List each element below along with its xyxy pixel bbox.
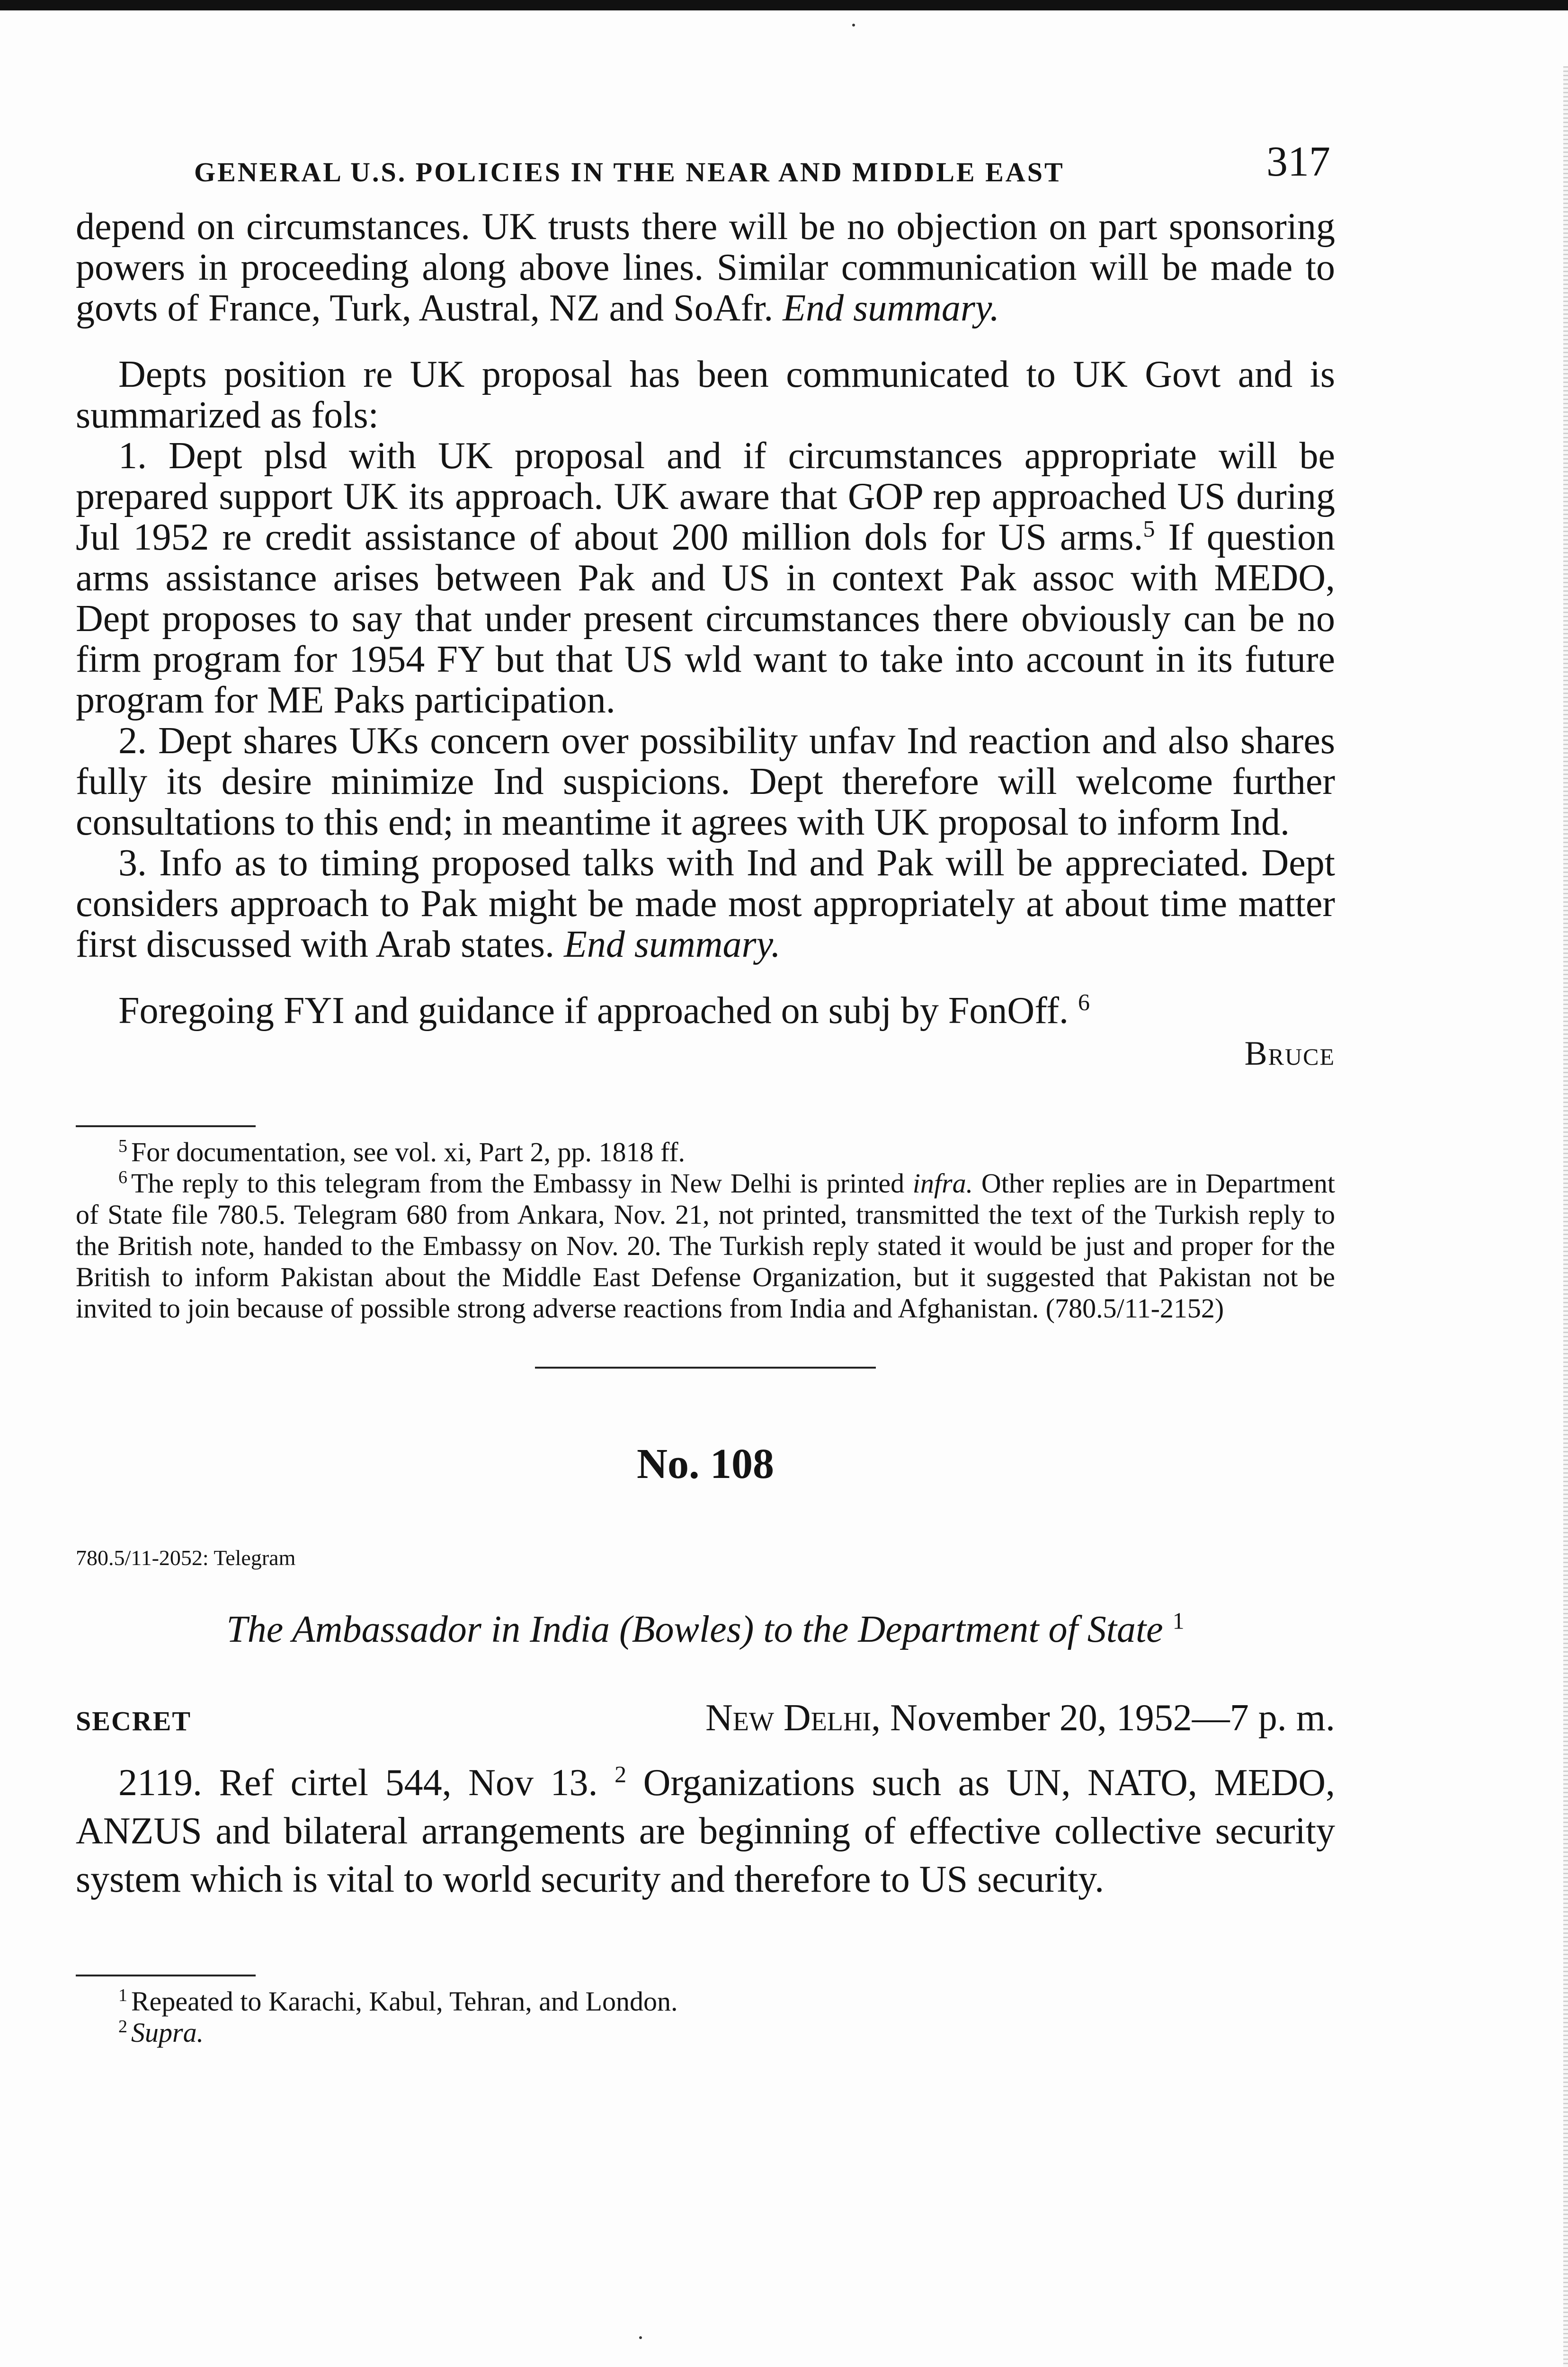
telegram-body-text: 2119. Ref cirtel 544, Nov 13. bbox=[118, 1762, 598, 1804]
footnote-6-text: The reply to this telegram from the Embassy in New Delhi is printed bbox=[131, 1168, 913, 1199]
footnote-2-text: Supra. bbox=[131, 2017, 204, 2048]
document-title-text: The Ambassador in India (Bowles) to the Department of State bbox=[226, 1609, 1163, 1650]
footnote-rule bbox=[76, 1125, 256, 1127]
footnote-1 bbox=[76, 1986, 1335, 2017]
footnote-ref-1: 1 bbox=[1172, 1607, 1185, 1634]
running-head-title: GENERAL U.S. POLICIES IN THE NEAR AND MIDDLE EAST bbox=[194, 157, 1065, 187]
closing-text: Foregoing FYI and guidance if approached on subj by FonOff. bbox=[118, 990, 1069, 1032]
footnote-6 bbox=[76, 1168, 1335, 1324]
running-head bbox=[76, 137, 1335, 189]
footnote-ref-2: 2 bbox=[615, 1761, 627, 1788]
footnote-ref-5: 5 bbox=[1143, 515, 1155, 542]
telegram-body-paragraph bbox=[76, 1759, 1335, 1904]
classification-label: SECRET bbox=[76, 1706, 192, 1736]
section-divider bbox=[535, 1367, 876, 1369]
footnote-6-text-cont: Other replies are in Department of State file 780.5. Telegram 680 from Ankara, Nov. 21, not printed, transmitted the text of the Turkish reply to the British note, handed to the Embassy on Nov. 20. The Turkish reply stated it would be just and proper for the British to inform Pakistan about the Middle East Defense Organization, but it suggested that Pakistan not be invited to join because of possible strong adverse reactions from India and Afghanistan. (780.5/11-2152) bbox=[76, 1168, 1335, 1324]
footnote-2-mark: 2 bbox=[118, 2016, 127, 2037]
dateline-place: New Delhi, bbox=[705, 1697, 881, 1739]
signature: Bruce bbox=[1244, 1034, 1335, 1072]
page-number: 317 bbox=[1266, 138, 1330, 185]
footnote-1-text: Repeated to Karachi, Kabul, Tehran, and London. bbox=[131, 1986, 678, 2017]
dateline-text bbox=[705, 1697, 1335, 1740]
telegram-body-text-cont: Organizations such as UN, NATO, MEDO, ANZUS and bilateral arrangements are beginning of effective collective security system which is vital to world security and therefore to US security. bbox=[76, 1762, 1336, 1900]
point-1-text: 1. Dept plsd with UK proposal and if circumstances appropriate will be prepared support UK its approach. UK aware that GOP rep approached US during Jul 1952 re credit assistance of about 200 million dols for US arms. bbox=[76, 435, 1335, 558]
footnote-5 bbox=[76, 1137, 1335, 1168]
page-column bbox=[76, 137, 1335, 2048]
file-reference: 780.5/11-2052: Telegram bbox=[76, 1546, 296, 1570]
point-1-text-cont: If question arms assistance arises between Pak and US in context Pak assoc with MEDO, Dept proposes to say that under present circumstances there obviously can be no firm program for 1954 FY but that US wld want to take into account in its future program for ME Paks participation. bbox=[76, 516, 1335, 721]
continuation-text: depend on circumstances. UK trusts there will be no objection on part sponsoring powers in proceeding along above lines. Similar communication will be made to govts of France, Turk, Austral, NZ and SoAfr. bbox=[76, 206, 1335, 329]
top-edge-rule bbox=[0, 0, 1568, 10]
end-summary-label-2: End summary. bbox=[563, 924, 781, 965]
footnote-6-mark: 6 bbox=[118, 1167, 127, 1187]
footnote-ref-6: 6 bbox=[1078, 988, 1090, 1015]
dateline-date: November 20, 1952—7 p. m. bbox=[890, 1697, 1335, 1739]
footnote-rule-2 bbox=[76, 1975, 256, 1976]
footnote-2 bbox=[76, 2017, 1335, 2048]
point-3-paragraph bbox=[76, 843, 1335, 965]
document-title bbox=[76, 1608, 1335, 1651]
point-1-paragraph bbox=[76, 436, 1335, 721]
position-intro-paragraph: Depts position re UK proposal has been communicated to UK Govt and is summarized as fols: bbox=[76, 354, 1335, 436]
print-speck bbox=[852, 24, 855, 27]
point-3-text: 3. Info as to timing proposed talks with Ind and Pak will be appreciated. Dept considers approach to Pak might be made most appropriately at about time matter first discussed with Arab states. bbox=[76, 842, 1335, 965]
print-speck bbox=[639, 2336, 642, 2339]
dateline bbox=[76, 1697, 1335, 1740]
footnote-5-mark: 5 bbox=[118, 1136, 127, 1156]
continuation-paragraph bbox=[76, 206, 1335, 329]
document-number: No. 108 bbox=[637, 1441, 774, 1487]
end-summary-label: End summary. bbox=[783, 287, 1000, 329]
point-2-paragraph: 2. Dept shares UKs concern over possibility unfav Ind reaction and also shares fully its desire minimize Ind suspicions. Dept therefore will welcome further consultations to this end; in meantime it agrees with UK proposal to inform Ind. bbox=[76, 720, 1335, 843]
footnote-6-infra: infra. bbox=[912, 1168, 973, 1199]
closing-paragraph bbox=[76, 990, 1335, 1031]
page-edge-shadow bbox=[1563, 66, 1568, 2367]
footnote-5-text: For documentation, see vol. xi, Part 2, pp. 1818 ff. bbox=[131, 1137, 686, 1167]
footnote-1-mark: 1 bbox=[118, 1985, 127, 2005]
